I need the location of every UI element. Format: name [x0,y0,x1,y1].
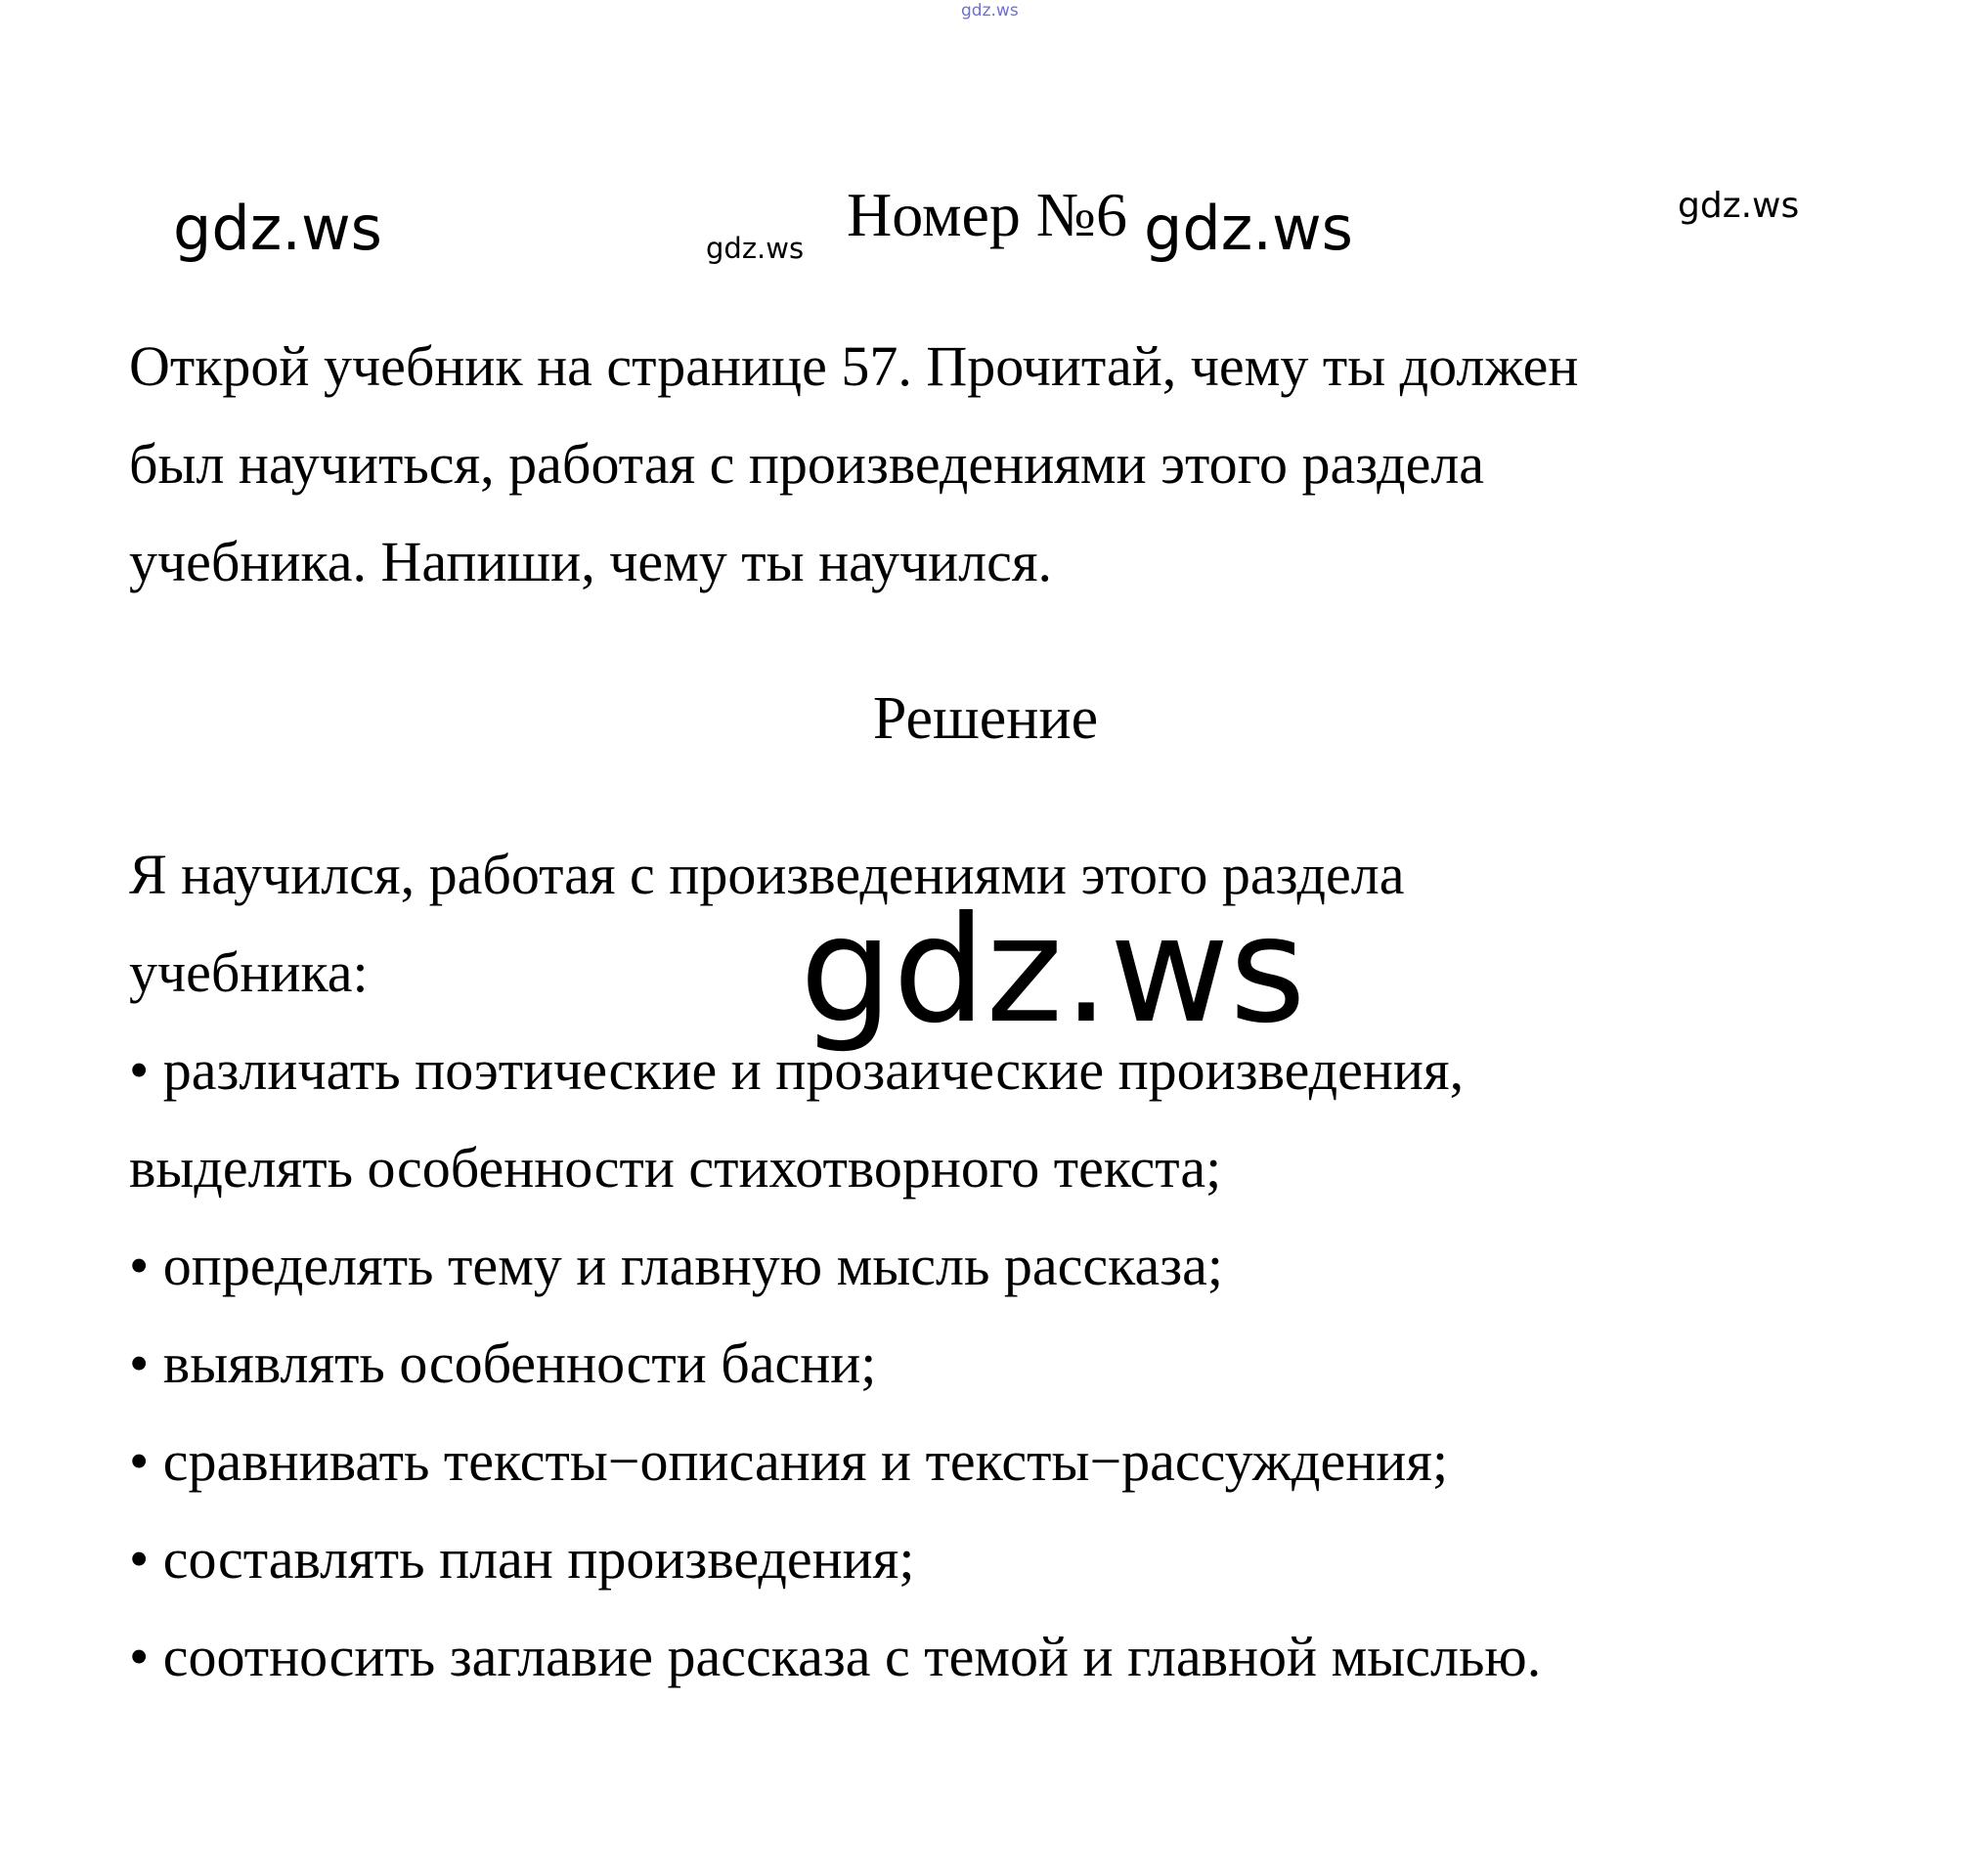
task-text [129,318,1869,611]
answer-list-item: • выявлять особенности басни; [129,1331,877,1395]
page-title: Номер №6 [847,180,1127,249]
watermark-small: gdz.ws [706,232,805,265]
watermark-right: gdz.ws [1678,186,1800,226]
answer-list-item: • сравнивать тексты−описания и тексты−рассуждения; [129,1429,1449,1493]
watermark-top: gdz.ws [961,1,1019,21]
answer-list-item: • определять тему и главную мысль рассказа; [129,1234,1223,1297]
answer-list-item: • составлять план произведения; [129,1527,915,1591]
answer-list-item: • различать поэтические и прозаические произведения, [129,1038,1465,1102]
watermark-mid: gdz.ws [1144,193,1353,264]
task-line: был научиться, работая с произведениями этого раздела [129,432,1485,496]
answer-list-item: • соотносить заглавие рассказа с темой и главной мыслью. [129,1625,1542,1688]
solution-heading: Решение [872,685,1099,752]
task-line: Открой учебник на странице 57. Прочитай, чему ты должен [129,334,1579,398]
answer-intro-line: Я научился, работая с произведениями этого раздела [129,843,1405,906]
answer-intro-line: учебника: [129,940,369,1004]
task-line: учебника. Напиши, чему ты научился. [129,530,1053,593]
watermark-center-large: gdz.ws [800,886,1306,1056]
watermark-left: gdz.ws [173,193,382,264]
answer-list-item-continuation: выделять особенности стихотворного текста; [129,1136,1222,1200]
